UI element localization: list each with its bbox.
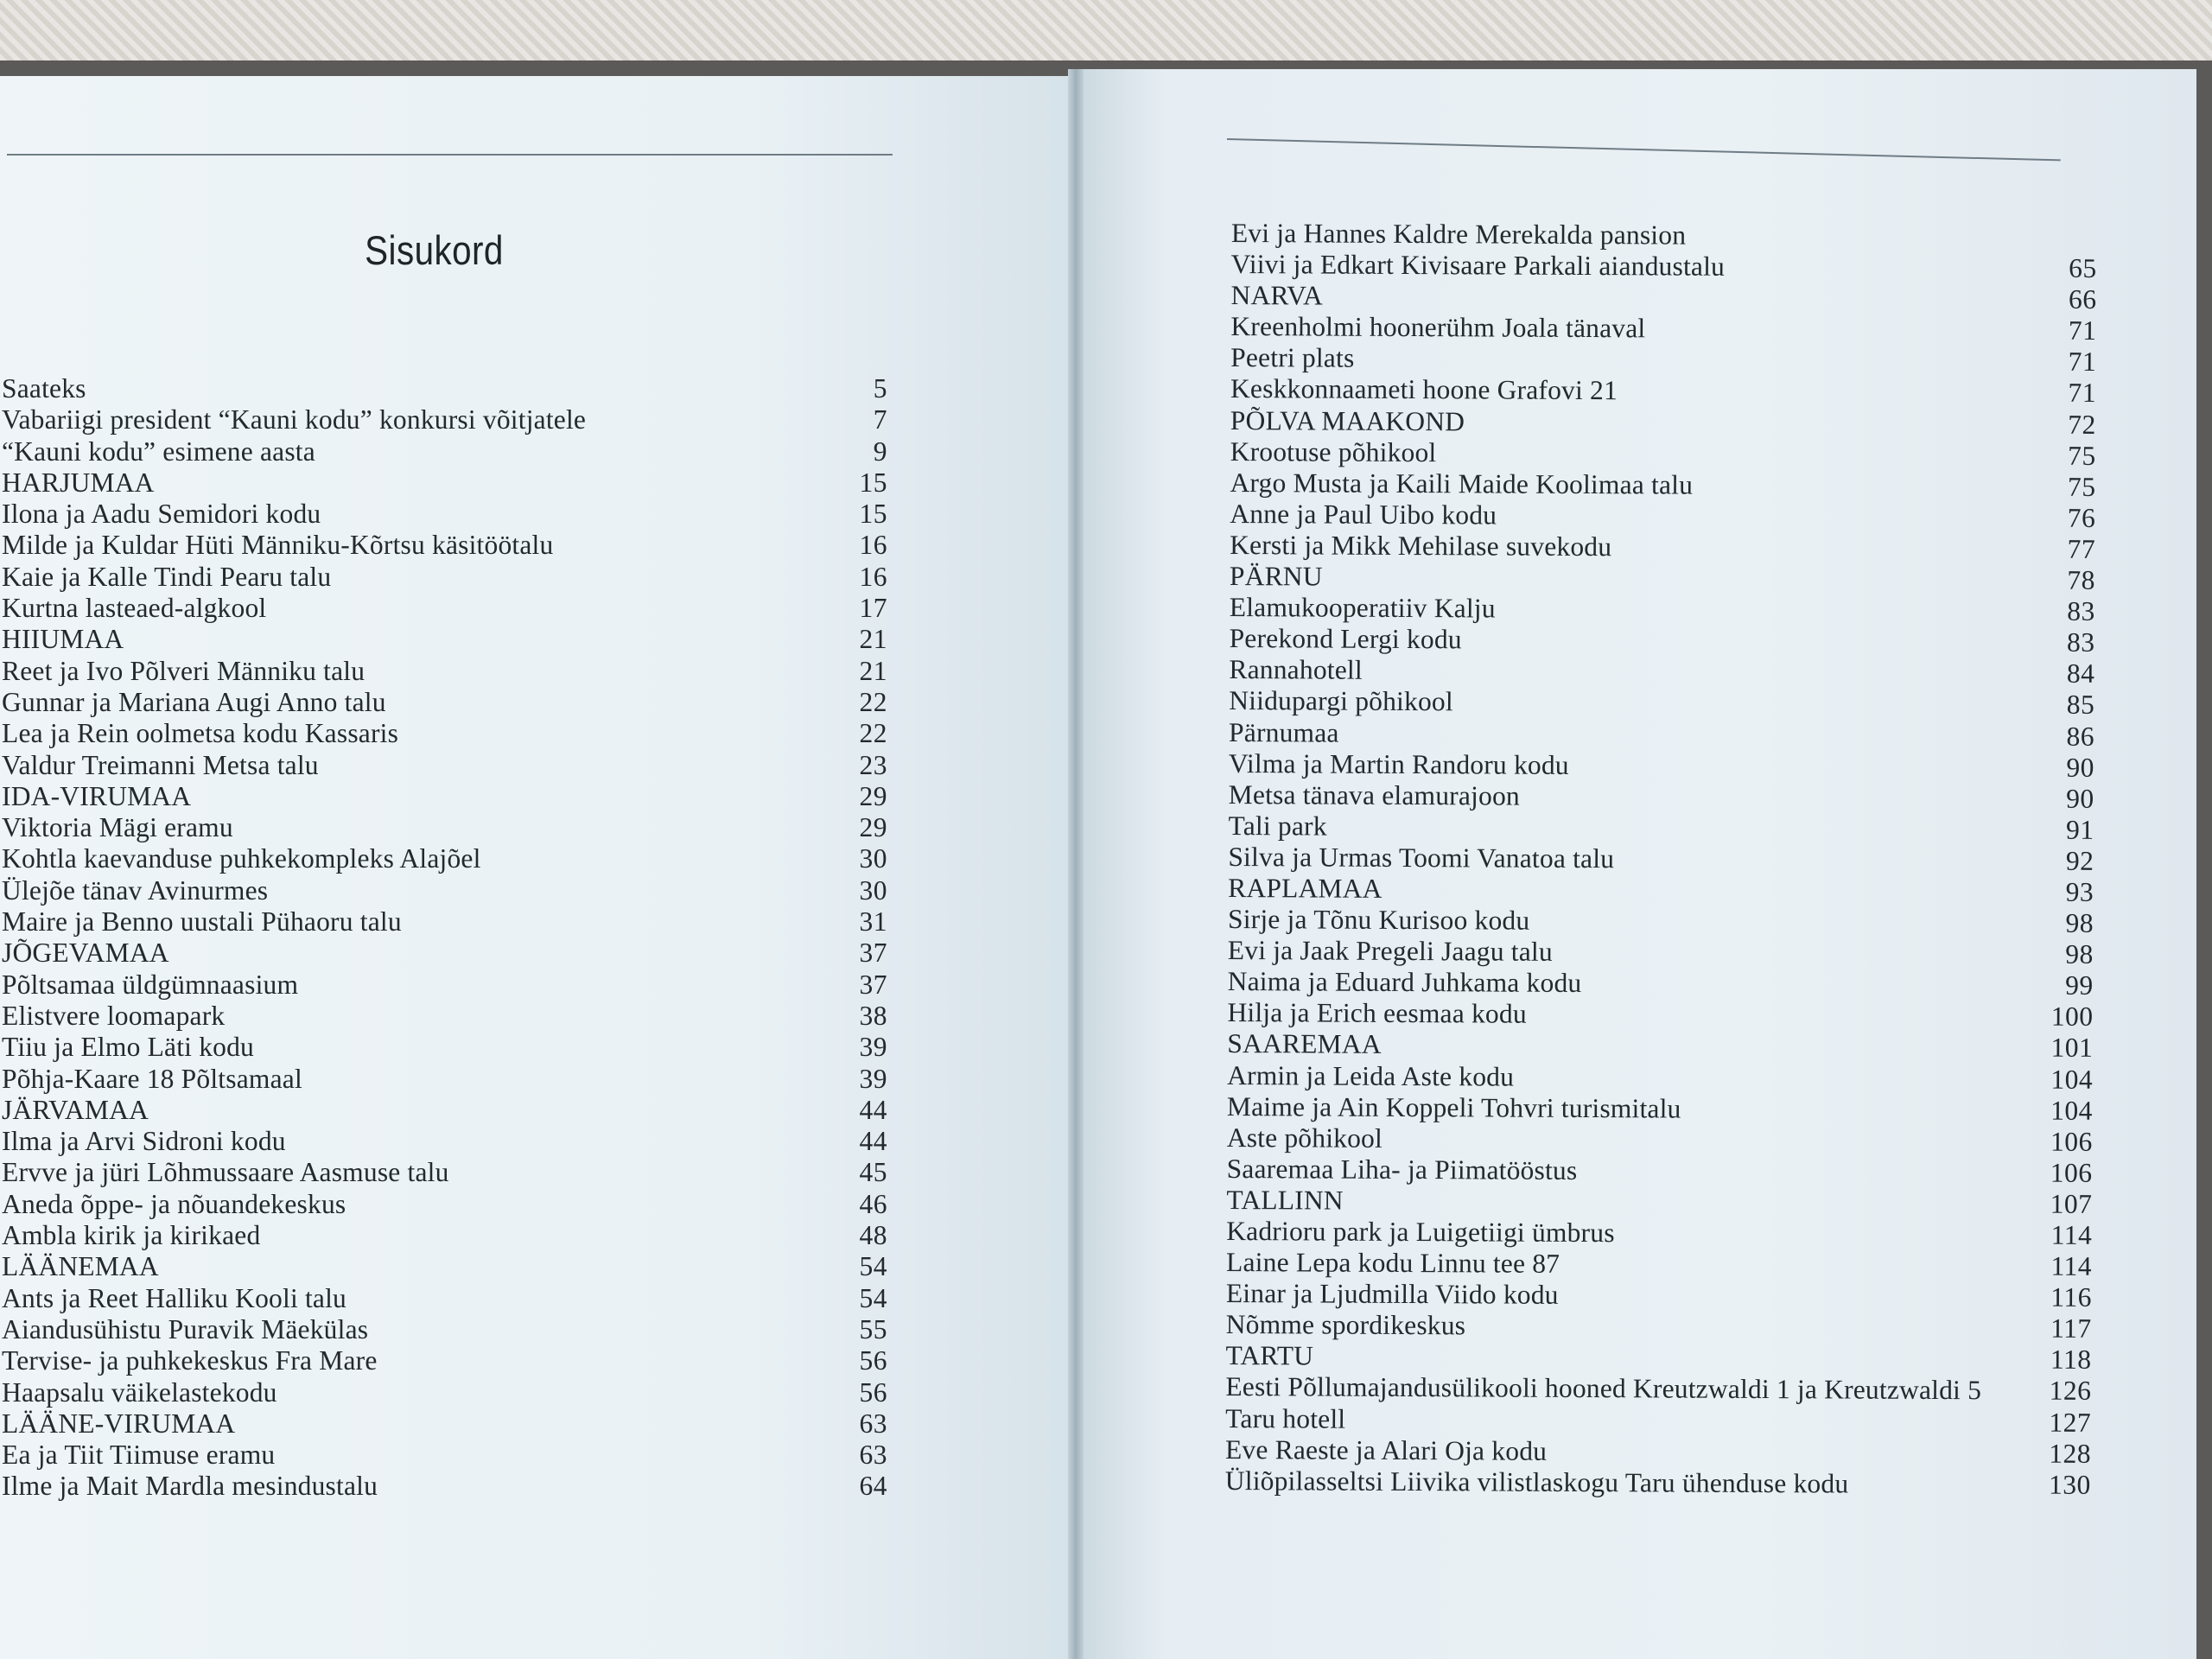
toc-entry-row	[2, 750, 887, 781]
toc-entry-title: TARTU	[1225, 1340, 1314, 1371]
toc-entry-page-number: 83	[2067, 626, 2095, 658]
toc-entry-page-number: 63	[859, 1408, 887, 1439]
toc-entry-page-number: 15	[859, 499, 887, 530]
toc-entry-page-number: 7	[873, 404, 887, 435]
toc-entry-row	[1226, 1309, 2092, 1344]
toc-entry-row	[1229, 716, 2094, 752]
toc-entry-page-number: 71	[2068, 378, 2097, 409]
toc-entry-title: Naima ja Eduard Juhkama kodu	[1227, 966, 1582, 999]
toc-entry-row	[2, 656, 887, 687]
toc-entry-row	[1227, 1091, 2093, 1127]
toc-entry-page-number: 92	[2065, 845, 2094, 876]
toc-entry-page-number: 106	[2050, 1157, 2093, 1188]
toc-entry-row	[1227, 1122, 2093, 1158]
toc-entry-page-number: 91	[2065, 814, 2094, 845]
toc-entry-title: TALLINN	[1226, 1184, 1344, 1216]
toc-entry-row	[2, 1345, 887, 1376]
toc-entry-page-number: 37	[859, 969, 887, 1000]
toc-entry-page-number: 100	[2050, 1001, 2094, 1033]
toc-entry-page-number: 54	[859, 1282, 887, 1313]
toc-entry-page-number: 44	[859, 1094, 887, 1125]
toc-entry-row	[2, 1095, 887, 1126]
toc-entry-title: Tali park	[1228, 810, 1327, 842]
toc-entry-row	[1225, 1371, 2091, 1407]
toc-entry-title: “Kauni kodu” esimene aasta	[2, 435, 315, 467]
toc-entry-page-number: 71	[2068, 346, 2097, 378]
toc-entry-row	[2, 1064, 887, 1095]
toc-entry-row	[1230, 311, 2096, 346]
toc-entry-row	[1226, 1278, 2092, 1313]
toc-entry-page-number: 48	[859, 1220, 887, 1251]
toc-entry-row	[1225, 1403, 2091, 1439]
toc-entry-title: Perekond Lergi kodu	[1229, 623, 1462, 655]
toc-entry-title: Põhja-Kaare 18 Põltsamaal	[2, 1063, 302, 1094]
toc-entry-title: Eve Raeste ja Alari Oja kodu	[1224, 1433, 1548, 1466]
toc-entry-title: Maime ja Ain Koppeli Tohvri turismitalu	[1226, 1090, 1681, 1124]
toc-entry-title: Niidupargi põhikool	[1229, 685, 1453, 717]
toc-entry-page-number: 21	[859, 624, 887, 655]
toc-entry-title: Ambla kirik ja kirikaed	[2, 1220, 261, 1251]
toc-entry-page-number: 39	[859, 1063, 887, 1094]
toc-entry-title: Eesti Põllumajandusülikooli hooned Kreutzwaldi 1 ja Kreutzwaldi 5	[1225, 1371, 1982, 1406]
toc-entry-row	[1228, 966, 2094, 1001]
toc-entry-row	[2, 1377, 887, 1408]
toc-entry-title: Viktoria Mägi eramu	[2, 812, 233, 843]
toc-entry-title: HARJUMAA	[2, 467, 155, 498]
toc-entry-page-number: 9	[873, 435, 887, 467]
toc-entry-title: RAPLAMAA	[1228, 872, 1382, 904]
toc-entry-row	[1230, 623, 2095, 658]
toc-entry-row	[2, 1408, 887, 1440]
toc-entry-title: Kohtla kaevanduse puhkekompleks Alajõel	[2, 843, 481, 874]
toc-entry-title: Haapsalu väikelastekodu	[2, 1376, 277, 1408]
toc-entry-page-number: 71	[2068, 315, 2097, 346]
toc-entry-title: Rannahotell	[1229, 654, 1363, 686]
toc-entry-row	[2, 1471, 887, 1502]
toc-entry-page-number: 104	[2050, 1064, 2094, 1095]
toc-entry-page-number: 21	[859, 655, 887, 686]
toc-entry-title: Aneda õppe- ja nõuandekeskus	[2, 1188, 346, 1219]
toc-entry-page-number: 75	[2067, 471, 2096, 502]
toc-entry-title: Ants ja Reet Halliku Kooli talu	[2, 1282, 347, 1313]
toc-entry-title: Saateks	[2, 373, 86, 404]
toc-entry-page-number: 16	[859, 561, 887, 592]
toc-entry-page-number: 117	[2050, 1313, 2092, 1344]
toc-entry-row	[1229, 654, 2094, 690]
toc-entry-row	[1228, 842, 2094, 877]
toc-entry-title: Põltsamaa üldgümnaasium	[2, 969, 299, 1000]
toc-entry-page-number: 75	[2068, 440, 2096, 471]
toc-entry-page-number: 66	[2068, 283, 2097, 315]
toc-entry-row	[1227, 1060, 2093, 1096]
toc-entry-title: Krootuse põhikool	[1230, 435, 1437, 467]
toc-entry-title: Reet ja Ivo Põlveri Männiku talu	[2, 655, 365, 686]
toc-entry-title: IDA-VIRUMAA	[2, 780, 192, 811]
toc-entry-page-number: 101	[2050, 1033, 2094, 1064]
toc-entry-title: Metsa tänava elamurajoon	[1228, 779, 1520, 811]
toc-entry-page-number: 83	[2067, 595, 2095, 627]
toc-entry-row	[2, 1220, 887, 1251]
toc-entry-title: JÕGEVAMAA	[2, 938, 169, 969]
toc-entry-page-number: 127	[2049, 1407, 2092, 1438]
toc-entry-row	[1230, 405, 2096, 441]
toc-entry-title: Armin ja Leida Aste kodu	[1227, 1059, 1515, 1092]
toc-entry-page-number: 116	[2050, 1281, 2092, 1313]
toc-entry-row	[2, 436, 887, 467]
toc-entry-page-number: 77	[2067, 533, 2096, 564]
toc-entry-page-number: 15	[859, 467, 887, 498]
toc-entry-page-number: 126	[2049, 1376, 2092, 1407]
toc-entry-title: Ea ja Tiit Tiimuse eramu	[2, 1440, 276, 1471]
toc-entry-page-number: 90	[2066, 752, 2094, 783]
toc-entry-title: Viivi ja Edkart Kivisaare Parkali aiandustalu	[1230, 249, 1726, 282]
toc-entry-row	[1229, 779, 2094, 815]
toc-entry-page-number: 106	[2050, 1126, 2093, 1157]
toc-entry-row	[2, 499, 887, 530]
toc-entry-title: Lea ja Rein oolmetsa kodu Kassaris	[2, 718, 399, 749]
toc-entry-title: Elistvere loomapark	[2, 1000, 226, 1031]
toc-entry-row	[2, 562, 887, 593]
toc-list-right	[1225, 218, 2097, 1501]
toc-entry-row	[1230, 436, 2096, 472]
toc-entry-row	[2, 1314, 887, 1345]
toc-entry-row	[1225, 1465, 2091, 1501]
toc-entry-title: Aste põhikool	[1226, 1122, 1383, 1154]
toc-entry-title: Kreenholmi hoonerühm Joala tänaval	[1230, 311, 1646, 344]
toc-entry-title: LÄÄNE-VIRUMAA	[2, 1408, 236, 1439]
toc-entry-row	[2, 906, 887, 938]
toc-entry-title: Kurtna lasteaed-algkool	[2, 593, 267, 624]
toc-entry-page-number: 22	[859, 686, 887, 717]
toc-entry-page-number: 128	[2049, 1438, 2092, 1469]
toc-entry-row	[2, 812, 887, 843]
toc-entry-row	[2, 467, 887, 499]
toc-entry-title: JÄRVAMAA	[2, 1094, 149, 1125]
toc-entry-row	[2, 969, 887, 1001]
toc-entry-title: Vabariigi president “Kauni kodu” konkursi võitjatele	[2, 404, 587, 435]
toc-entry-page-number: 90	[2066, 783, 2094, 814]
toc-entry-title: Tiiu ja Elmo Läti kodu	[2, 1032, 254, 1063]
toc-entry-page-number: 30	[859, 874, 887, 906]
toc-entry-row	[1227, 997, 2093, 1033]
toc-entry-row	[1229, 748, 2094, 784]
toc-entry-title: PÕLVA MAAKOND	[1230, 404, 1465, 436]
toc-entry-title: Kersti ja Mikk Mehilase suvekodu	[1230, 529, 1612, 563]
toc-entry-title: Elamukooperatiiv Kalju	[1229, 592, 1496, 624]
toc-entry-page-number: 85	[2066, 690, 2095, 721]
toc-entry-row	[2, 1283, 887, 1314]
toc-entry-page-number: 39	[859, 1032, 887, 1063]
book-gutter	[1068, 69, 1084, 1659]
toc-entry-row	[2, 1126, 887, 1157]
toc-entry-page-number: 56	[859, 1345, 887, 1376]
toc-entry-title: Ilona ja Aadu Semidori kodu	[2, 499, 321, 530]
toc-entry-page-number: 29	[859, 780, 887, 811]
toc-entry-page-number: 45	[859, 1157, 887, 1188]
toc-entry-row	[2, 624, 887, 655]
toc-entry-page-number: 107	[2050, 1188, 2093, 1219]
toc-entry-row	[2, 1157, 887, 1188]
toc-entry-row	[1230, 499, 2095, 534]
toc-entry-title: LÄÄNEMAA	[2, 1251, 159, 1282]
toc-entry-page-number: 17	[859, 593, 887, 624]
toc-entry-title: Silva ja Urmas Toomi Vanatoa talu	[1228, 841, 1615, 874]
toc-entry-page-number: 63	[859, 1440, 887, 1471]
toc-entry-page-number: 55	[859, 1313, 887, 1344]
toc-entry-page-number: 98	[2065, 938, 2094, 970]
toc-entry-title: Milde ja Kuldar Hüti Männiku-Kõrtsu käsitöötalu	[2, 530, 554, 561]
toc-entry-page-number: 78	[2067, 564, 2096, 595]
toc-entry-row	[2, 843, 887, 874]
toc-entry-row	[1228, 935, 2094, 970]
toc-entry-title: Argo Musta ja Kaili Maide Koolimaa talu	[1230, 467, 1694, 500]
toc-entry-title: Kaie ja Kalle Tindi Pearu talu	[2, 561, 332, 592]
toc-entry-row	[1231, 218, 2097, 253]
toc-entry-page-number: 23	[859, 749, 887, 780]
toc-entry-title: Nõmme spordikeskus	[1225, 1309, 1466, 1341]
toc-entry-row	[1227, 1028, 2093, 1064]
toc-entry-title: Maire ja Benno uustali Pühaoru talu	[2, 906, 402, 938]
toc-entry-row	[1228, 904, 2094, 939]
toc-title: Sisukord	[365, 227, 504, 273]
toc-entry-row	[2, 687, 887, 718]
toc-entry-row	[1228, 810, 2094, 846]
toc-entry-row	[1226, 1185, 2092, 1220]
toc-entry-page-number: 76	[2067, 502, 2096, 533]
toc-entry-page-number: 29	[859, 812, 887, 843]
toc-entry-title: Ilme ja Mait Mardla mesindustalu	[2, 1471, 378, 1502]
toc-entry-title: Ilma ja Arvi Sidroni kodu	[2, 1126, 286, 1157]
toc-entry-row	[1228, 873, 2094, 908]
toc-entry-title: Vilma ja Martin Randoru kodu	[1228, 747, 1569, 780]
toc-entry-page-number: 93	[2065, 876, 2094, 907]
toc-entry-page-number: 16	[859, 530, 887, 561]
toc-entry-page-number: 104	[2050, 1095, 2094, 1126]
toc-entry-page-number: 114	[2050, 1219, 2093, 1250]
toc-entry-page-number: 114	[2050, 1250, 2093, 1281]
toc-entry-page-number: 130	[2049, 1469, 2091, 1500]
toc-entry-row	[2, 781, 887, 812]
toc-entry-title: Anne ja Paul Uibo kodu	[1230, 498, 1497, 531]
toc-entry-title: Peetri plats	[1230, 342, 1355, 374]
toc-entry-title: Ülejõe tänav Avinurmes	[2, 874, 269, 906]
left-header-rule	[7, 154, 893, 156]
toc-entry-row	[2, 1001, 887, 1032]
toc-entry-row	[1225, 1434, 2091, 1470]
toc-entry-title: Kadrioru park ja Luigetiigi ümbrus	[1226, 1215, 1615, 1249]
toc-entry-row	[1230, 467, 2095, 503]
toc-entry-row	[1230, 373, 2096, 409]
toc-entry-row	[1226, 1247, 2092, 1282]
toc-entry-title: Sirje ja Tõnu Kurisoo kodu	[1227, 904, 1530, 936]
toc-entry-row	[1230, 342, 2096, 378]
toc-entry-row	[1230, 530, 2095, 565]
toc-entry-page-number: 38	[859, 1000, 887, 1031]
toc-entry-title: Valdur Treimanni Metsa talu	[2, 749, 319, 780]
toc-entry-title: Tervise- ja puhkekeskus Fra Mare	[2, 1345, 378, 1376]
toc-entry-row	[1231, 249, 2097, 284]
toc-entry-page-number: 65	[2069, 252, 2097, 283]
toc-entry-page-number: 30	[859, 843, 887, 874]
toc-entry-title: SAAREMAA	[1227, 1028, 1382, 1060]
toc-entry-title: NARVA	[1230, 280, 1324, 311]
toc-entry-title: PÄRNU	[1229, 561, 1323, 592]
toc-entry-row	[1227, 1154, 2093, 1189]
toc-list-left	[2, 373, 887, 1503]
toc-entry-row	[2, 718, 887, 749]
toc-entry-page-number: 98	[2065, 907, 2094, 938]
toc-entry-page-number: 118	[2050, 1344, 2092, 1376]
toc-entry-title: Pärnumaa	[1229, 716, 1339, 748]
toc-entry-page-number: 31	[859, 906, 887, 938]
toc-entry-row	[2, 1032, 887, 1063]
toc-entry-page-number: 54	[859, 1251, 887, 1282]
toc-entry-page-number: 84	[2066, 658, 2095, 690]
toc-entry-row	[2, 593, 887, 624]
toc-entry-title: Aiandusühistu Puravik Mäekülas	[2, 1313, 369, 1344]
toc-entry-page-number: 22	[859, 718, 887, 749]
toc-entry-row	[1229, 685, 2094, 721]
toc-entry-row	[2, 530, 887, 561]
toc-entry-page-number: 44	[859, 1126, 887, 1157]
toc-entry-title: Evi ja Jaak Pregeli Jaagu talu	[1227, 935, 1553, 967]
toc-entry-title: Gunnar ja Mariana Augi Anno talu	[2, 686, 386, 717]
toc-entry-row	[1226, 1216, 2092, 1251]
toc-entry-title: Laine Lepa kodu Linnu tee 87	[1226, 1247, 1560, 1279]
toc-entry-row	[2, 1251, 887, 1282]
toc-entry-page-number: 64	[859, 1471, 887, 1502]
toc-entry-title: Saaremaa Liha- ja Piimatööstus	[1226, 1153, 1578, 1185]
toc-entry-row	[1230, 561, 2095, 596]
toc-entry-row	[2, 404, 887, 435]
toc-entry-page-number: 56	[859, 1376, 887, 1408]
toc-entry-row	[2, 373, 887, 404]
toc-entry-row	[2, 938, 887, 969]
toc-entry-page-number: 99	[2065, 969, 2094, 1001]
toc-entry-page-number: 37	[859, 938, 887, 969]
toc-entry-row	[1230, 280, 2096, 315]
toc-entry-title: Hilja ja Erich eesmaa kodu	[1227, 997, 1527, 1030]
toc-entry-title: Taru hotell	[1225, 1402, 1346, 1434]
toc-entry-row	[2, 875, 887, 906]
toc-entry-row	[2, 1440, 887, 1471]
toc-entry-title: Evi ja Hannes Kaldre Merekalda pansion	[1230, 218, 1687, 251]
toc-entry-title: Keskkonnaameti hoone Grafovi 21	[1230, 373, 1618, 406]
toc-entry-page-number: 72	[2068, 409, 2096, 440]
toc-entry-page-number: 46	[859, 1188, 887, 1219]
toc-entry-title: HIIUMAA	[2, 624, 124, 655]
toc-entry-title: Ervve ja jüri Lõhmussaare Aasmuse talu	[2, 1157, 449, 1188]
toc-entry-title: Einar ja Ljudmilla Viido kodu	[1225, 1278, 1559, 1311]
toc-entry-row	[2, 1189, 887, 1220]
toc-entry-page-number: 5	[873, 373, 887, 404]
toc-entry-row	[1230, 592, 2095, 627]
toc-entry-row	[1225, 1340, 2091, 1376]
toc-entry-page-number: 86	[2066, 721, 2095, 752]
toc-entry-title: Üliõpilasseltsi Liivika vilistlaskogu Taru ühenduse kodu	[1224, 1465, 1849, 1499]
